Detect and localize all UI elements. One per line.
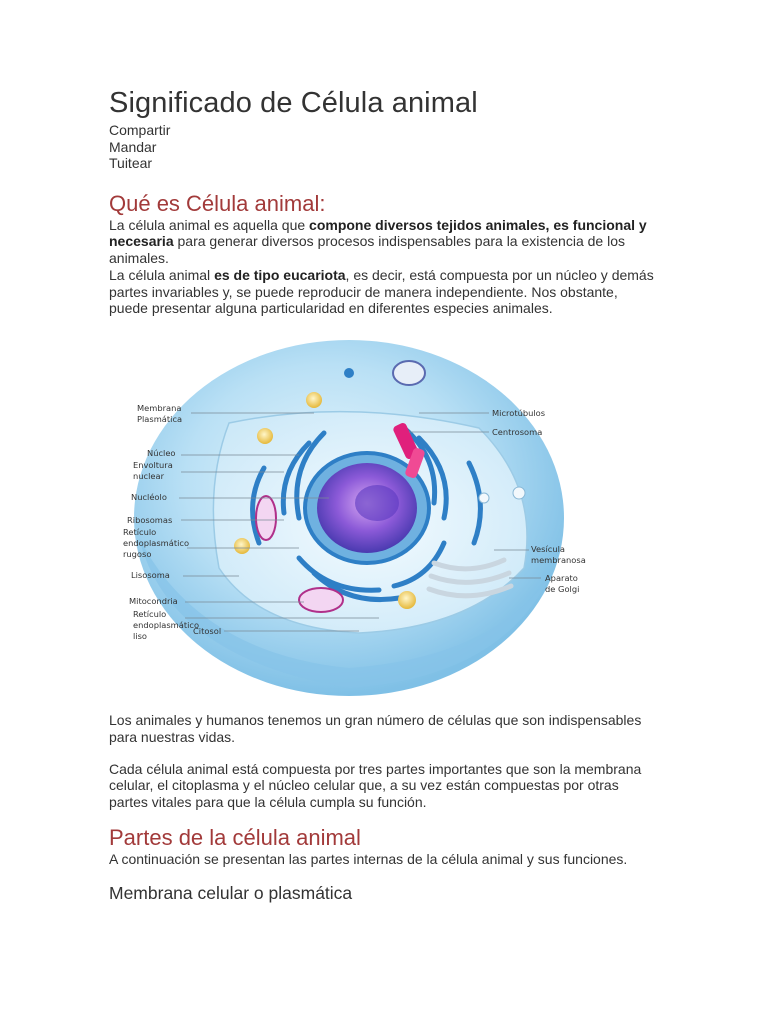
share-mandar-link[interactable]: Mandar	[109, 138, 157, 155]
mitochondrion	[299, 588, 343, 612]
subheading-membrana: Membrana celular o plasmática	[109, 882, 353, 903]
paragraph-humanos: Los animales y humanos tenemos un gran número de células que son indispensables para nuestras vidas.	[109, 712, 642, 745]
label-liso: liso	[133, 631, 148, 641]
label-membrana: Membrana	[137, 403, 182, 413]
share-compartir-link[interactable]: Compartir	[109, 122, 171, 138]
lysosome	[234, 538, 250, 554]
article-bottom	[109, 712, 657, 904]
bold-run: es de tipo eucariota	[214, 266, 346, 283]
label-lisosoma: Lisosoma	[131, 570, 170, 580]
mitochondrion	[256, 496, 276, 540]
text-run: La célula animal es aquella que	[109, 216, 310, 233]
label-reticulo-liso: Retículo	[133, 609, 167, 619]
label-vesicula: Vesícula	[531, 544, 565, 554]
text-run: , es decir, está compuesta por un núcleo y demás partes invariables y, se puede reproducir de manera independiente. Nos obstante, puede presentar alguna particularidad en diferentes especies animales.	[109, 266, 654, 317]
lysosome	[306, 392, 322, 408]
bold-run: compone diversos tejidos animales, es funcional y necesaria	[109, 216, 647, 250]
label-aparato: Aparato	[545, 573, 578, 583]
label-reticulo: Retículo	[123, 527, 157, 537]
share-links	[109, 122, 657, 172]
label-rugoso: rugoso	[123, 549, 152, 559]
page-title: Significado de Célula animal	[109, 87, 478, 119]
paragraph-eucariota	[109, 267, 657, 317]
nucleolus	[355, 485, 399, 521]
label-citosol: Citosol	[193, 626, 222, 636]
label-centrosoma: Centrosoma	[492, 427, 543, 437]
section-heading-partes: Partes de la célula animal	[109, 824, 361, 850]
lysosome	[257, 428, 273, 444]
label-plasmatica: Plasmática	[137, 414, 183, 424]
label-nuclear: nuclear	[133, 471, 164, 481]
animal-cell-diagram	[109, 328, 595, 700]
lysosome	[398, 591, 416, 609]
vesicle	[513, 487, 525, 499]
paragraph-tres-partes: Cada célula animal está compuesta por tres partes importantes que son la membrana celular, el citoplasma y el núcleo celular que, a su vez están compuestas por otras partes vitales para que la célula cumpla su función.	[109, 760, 642, 811]
article-top	[109, 84, 657, 317]
label-endoplasmatico-liso: endoplasmático	[133, 620, 200, 630]
mitochondrion	[393, 361, 425, 385]
vesicle	[344, 368, 354, 378]
paragraph-definition	[109, 217, 657, 267]
label-nucleolo: Nucléolo	[131, 492, 167, 502]
text-run: para generar diversos procesos indispensables para la existencia de los animales.	[109, 233, 625, 267]
text-run: La célula animal	[109, 266, 215, 283]
label-ribosomas: Ribosomas	[127, 515, 173, 525]
label-nucleo: Núcleo	[147, 448, 176, 458]
label-de-golgi: de Golgi	[545, 584, 580, 594]
section-heading-que-es: Qué es Célula animal:	[109, 190, 326, 216]
label-microtubulos: Microtúbulos	[492, 408, 546, 418]
label-membranosa: membranosa	[531, 555, 586, 565]
label-mitocondria: Mitocondria	[129, 596, 178, 606]
cell-illustration	[109, 328, 595, 700]
paragraph-partes-intro: A continuación se presentan las partes internas de la célula animal y sus funciones.	[109, 850, 628, 867]
vesicle	[479, 493, 489, 503]
label-envoltura: Envoltura	[133, 460, 173, 470]
label-endoplasmatico: endoplasmático	[123, 538, 190, 548]
share-tuitear-link[interactable]: Tuitear	[109, 155, 153, 171]
